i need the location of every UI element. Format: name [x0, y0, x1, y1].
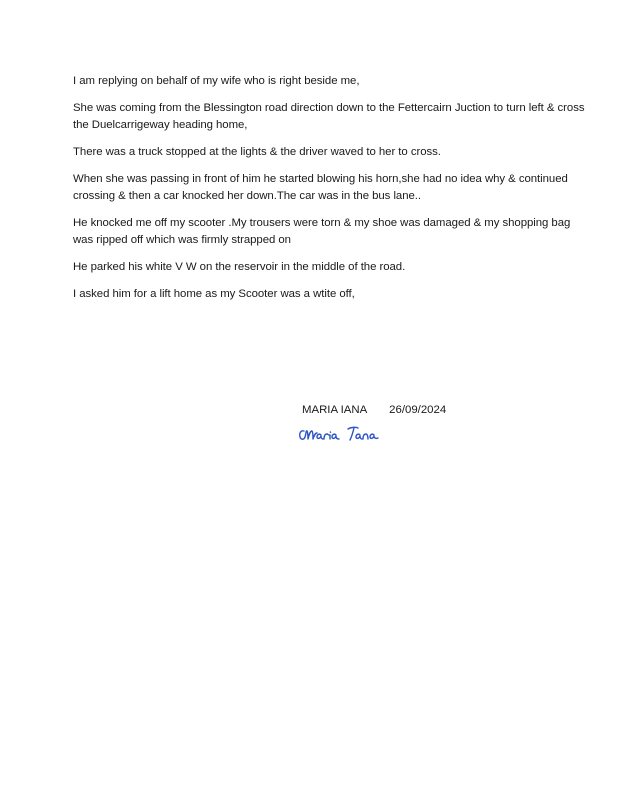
letter-body — [73, 73, 593, 313]
paragraph-7: I asked him for a lift home as my Scooter was a wtite off, — [73, 288, 355, 300]
paragraph-1: I am replying on behalf of my wife who is right beside me, — [73, 75, 360, 87]
paragraph-3: There was a truck stopped at the lights & the driver waved to her to cross. — [73, 146, 441, 158]
paragraph-5: He knocked me off my scooter .My trousers were torn & my shoe was damaged & my shopping bag was ripped off which was firmly strapped on — [73, 217, 571, 246]
paragraph-2: She was coming from the Blessington road direction down to the Fettercairn Juction to turn left & cross the Duelcarrigeway heading home, — [73, 102, 585, 131]
handwritten-signature — [296, 421, 396, 445]
paragraph-4: When she was passing in front of him he started blowing his horn,she had no idea why & continued crossing & then a car knocked her down.The car was in the bus lane.. — [73, 173, 568, 202]
signer-name: MARIA IANA — [302, 404, 368, 416]
signer-line — [302, 403, 502, 417]
signature-date: 26/09/2024 — [389, 404, 447, 416]
signature-block — [302, 403, 502, 417]
paragraph-6: He parked his white V W on the reservoir in the middle of the road. — [73, 261, 406, 273]
